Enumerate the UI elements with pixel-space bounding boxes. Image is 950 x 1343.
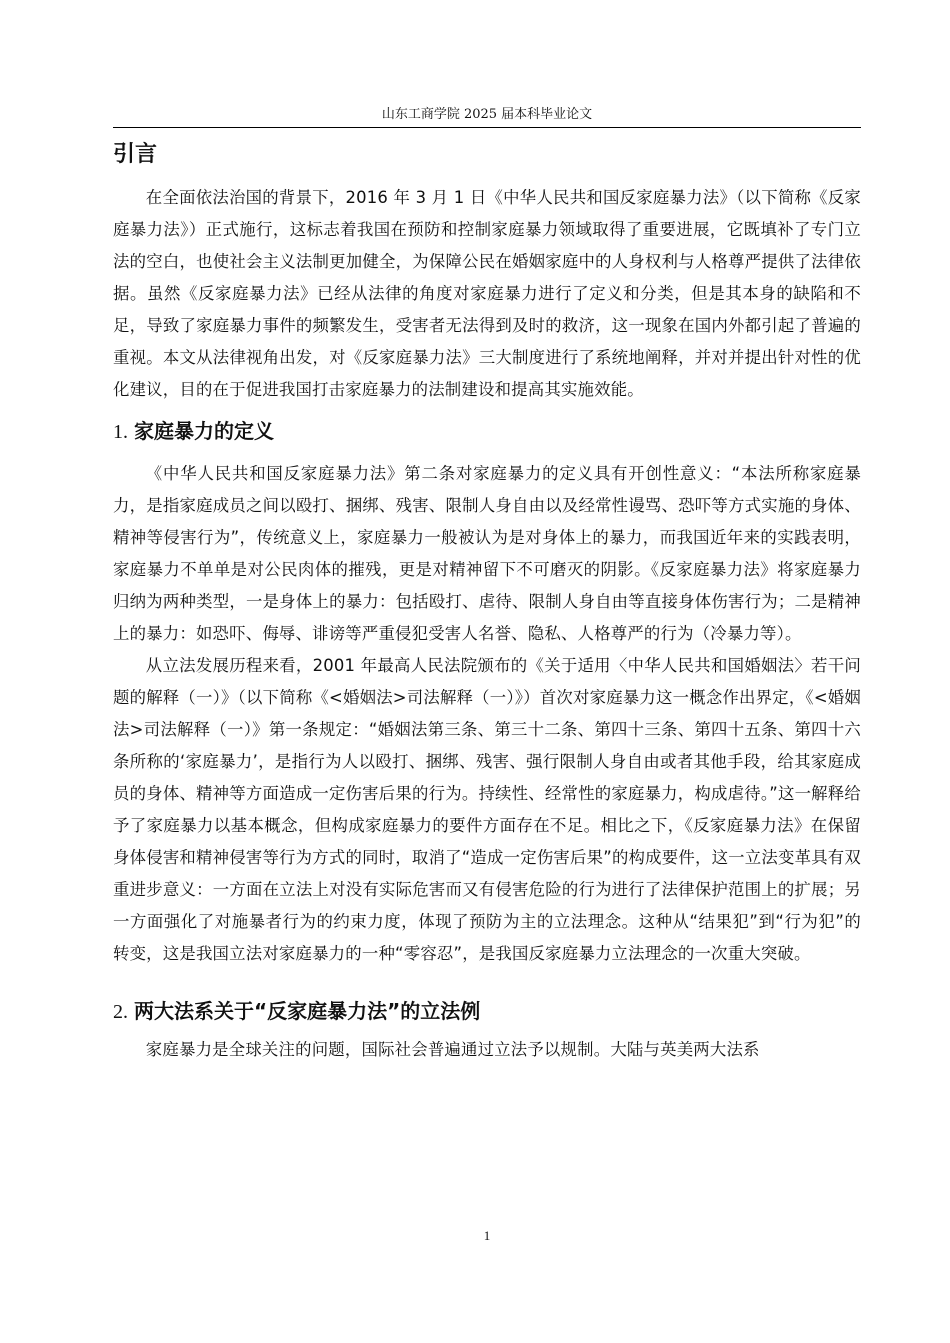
- section-1-title: 家庭暴力的定义: [134, 419, 274, 443]
- intro-paragraph: 在全面依法治国的背景下，2016 年 3 月 1 日《中华人民共和国反家庭暴力法》（以下简称《反家庭暴力法》）正式施行，这标志着我国在预防和控制家庭暴力领域取得了重要进展，它既填补了专门立法的空白，也使社会主义法制更加健全，为保障公民在婚姻家庭中的人身权利与人格尊严提供了法律依据。虽然《反家庭暴力法》已经从法律的角度对家庭暴力进行了定义和分类，但是其本身的缺陷和不足，导致了家庭暴力事件的频繁发生，受害者无法得到及时的救济，这一现象在国内外都引起了普遍的重视。本文从法律视角出发，对《反家庭暴力法》三大制度进行了系统地阐释，并对并提出针对性的优化建议，目的在于促进我国打击家庭暴力的法制建设和提高其实施效能。: [113, 188, 861, 399]
- section-2-paragraph: 家庭暴力是全球关注的问题，国际社会普遍通过立法予以规制。大陆与英美两大法系: [145, 1040, 760, 1059]
- section-2-number: 2.: [113, 1001, 128, 1023]
- section-2-heading: [113, 992, 861, 1030]
- header-divider: [113, 127, 861, 128]
- page-header: 山东工商学院 2025 届本科毕业论文: [381, 107, 593, 122]
- section-1-heading: [113, 412, 861, 450]
- intro-heading: 引言: [113, 142, 158, 167]
- page-number: 1: [483, 1228, 491, 1243]
- section-2-title: 两大法系关于“反家庭暴力法”的立法例: [134, 999, 481, 1023]
- document-body: [113, 138, 861, 1066]
- section-1-paragraph-1: 《中华人民共和国反家庭暴力法》第二条对家庭暴力的定义具有开创性意义：“本法所称家庭暴力，是指家庭成员之间以殴打、捆绑、残害、限制人身自由以及经常性谩骂、恐吓等方式实施的身体、精神等侵害行为”，传统意义上，家庭暴力一般被认为是对身体上的暴力，而我国近年来的实践表明，家庭暴力不单单是对公民肉体的摧残，更是对精神留下不可磨灭的阴影。《反家庭暴力法》将家庭暴力归纳为两种类型，一是身体上的暴力：包括殴打、虐待、限制人身自由等直接身体伤害行为；二是精神上的暴力：如恐吓、侮辱、诽谤等严重侵犯受害人名誉、隐私、人格尊严的行为（冷暴力等）。: [113, 464, 861, 643]
- section-1-paragraph-2: 从立法发展历程来看，2001 年最高人民法院颁布的《关于适用〈中华人民共和国婚姻法〉若干问题的解释（一）》（以下简称《<婚姻法>司法解释（一）》）首次对家庭暴力这一概念作出界定，《<婚姻法>司法解释（一）》第一条规定：“婚姻法第三条、第三十二条、第四十三条、第四十五条、第四十六条所称的‘家庭暴力’，是指行为人以殴打、捆绑、残害、强行限制人身自由或者其他手段，给其家庭成员的身体、精神等方面造成一定伤害后果的行为。持续性、经常性的家庭暴力，构成虐待。”这一解释给予了家庭暴力以基本概念，但构成家庭暴力的要件方面存在不足。相比之下，《反家庭暴力法》在保留身体侵害和精神侵害等行为方式的同时，取消了“造成一定伤害后果”的构成要件，这一立法变革具有双重进步意义：一方面在立法上对没有实际危害而又有侵害危险的行为进行了法律保护范围上的扩展；另一方面强化了对施暴者行为的约束力度，体现了预防为主的立法理念。这种从“结果犯”到“行为犯”的转变，这是我国立法对家庭暴力的一种“零容忍”，是我国反家庭暴力立法理念的一次重大突破。: [113, 656, 861, 963]
- section-1-number: 1.: [113, 421, 128, 443]
